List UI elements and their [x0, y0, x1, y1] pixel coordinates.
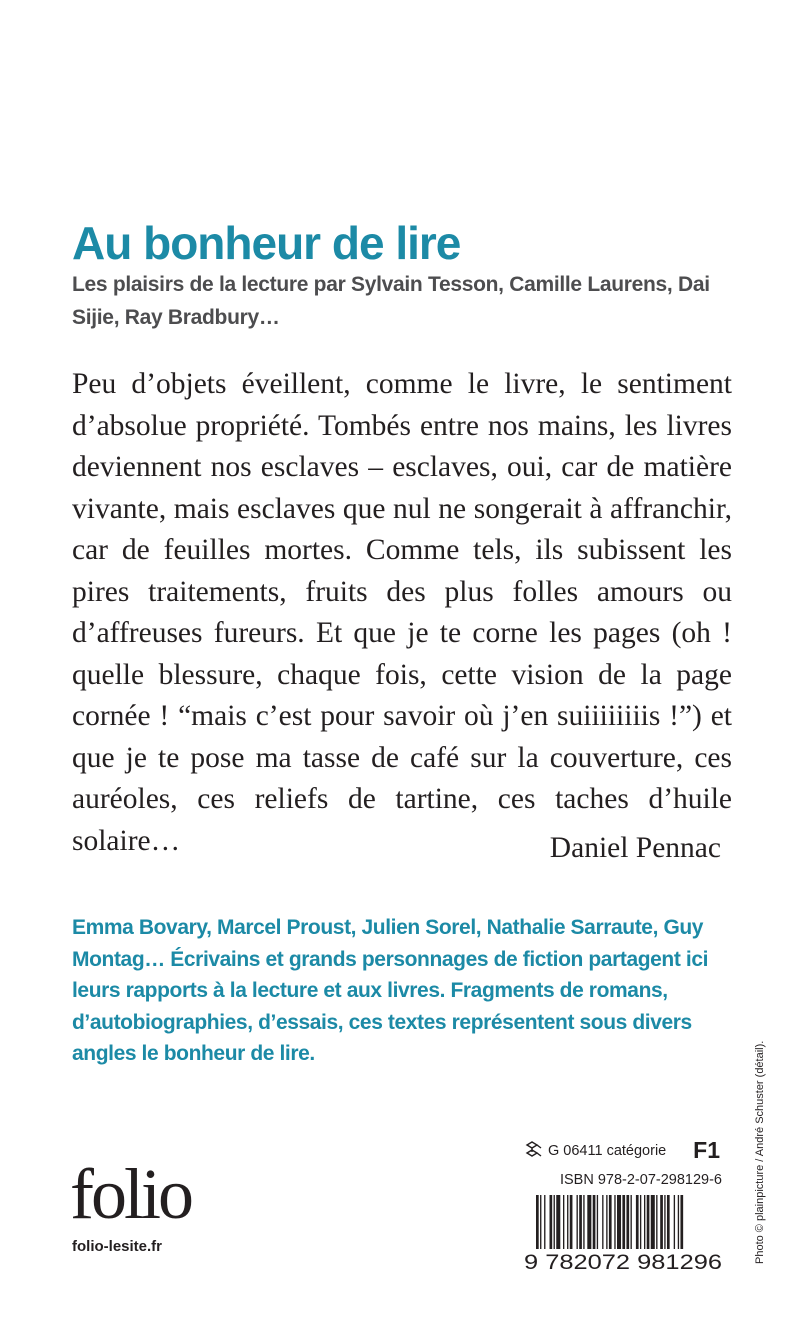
barcode-bar [602, 1195, 603, 1251]
barcode-bar [631, 1195, 632, 1251]
barcode-bar [678, 1195, 679, 1251]
isbn: ISBN 978-2-07-298129-6 [559, 1172, 722, 1188]
catalog-code-line [524, 1137, 722, 1165]
barcode-bar [617, 1195, 621, 1251]
barcode-bar [656, 1195, 657, 1251]
folio-logo: folio [70, 1154, 191, 1234]
barcode-digits: 9 782072 981296 [524, 1251, 722, 1273]
barcode [524, 1195, 722, 1273]
barcode-bar [570, 1195, 573, 1251]
book-title: Au bonheur de lire [72, 217, 461, 269]
barcode-bar [556, 1195, 560, 1251]
book-stack-icon [524, 1140, 544, 1160]
barcode-bar [614, 1195, 615, 1251]
barcode-bar [667, 1195, 670, 1251]
barcode-bar [544, 1195, 545, 1251]
catalog-code: G 06411 catégorie [548, 1143, 667, 1159]
barcode-bar [583, 1195, 584, 1251]
barcode-bar [674, 1195, 675, 1251]
barcode-bar [554, 1195, 555, 1251]
back-cover-blurb: Emma Bovary, Marcel Proust, Julien Sorel, Nathalie Sarraute, Guy Montag… Écrivains et grands personnages de fiction partagent ici leurs rapports à la lecture et aux livres. Fragments de romans, d’autobiographies, d’essais, ces textes représentent sous divers angles le bonheur de lire. [72, 916, 709, 1065]
photo-credit: Photo © plainpicture / André Schuster (détail). [754, 1040, 766, 1264]
barcode-bar [587, 1195, 591, 1251]
barcode-bar [597, 1195, 598, 1251]
barcode-bar [636, 1195, 639, 1251]
barcode-bar [606, 1195, 607, 1251]
back-cover-quote: Peu d’objets éveillent, comme le livre, le sentiment d’absolue propriété. Tombés entre nos mains, les livres deviennent nos esclaves – esclaves, oui, car de matière vivante, mais esclaves que nul ne songerait à affranchir, car de feuilles mortes. Comme tels, ils subissent les pires traitements, fruits des plus folles amours ou d’affreuses fureurs. Et que je te corne les pages (oh ! quelle blessure, chaque fois, cette vision de la page cornée ! “mais c’est pour savoir où j’en suiiiiiiiis !”) et que je te pose ma tasse de café sur la couverture, ces auréoles, ces reliefs de tartine, ces taches d’huile solaire… [72, 368, 732, 857]
barcode-bar [651, 1195, 655, 1251]
barcode-bar [550, 1195, 553, 1251]
barcode-bar [647, 1195, 650, 1251]
barcode-bar [660, 1195, 663, 1251]
price-category: F1 [693, 1137, 720, 1163]
barcode-bar [567, 1195, 568, 1251]
barcode-bar [563, 1195, 564, 1251]
barcode-bar [579, 1195, 582, 1251]
quote-author: Daniel Pennac [549, 832, 721, 864]
barcode-bar [640, 1195, 641, 1251]
barcode-bar [626, 1195, 629, 1251]
barcode-bar [593, 1195, 596, 1251]
barcode-bar [577, 1195, 578, 1251]
barcode-bar [622, 1195, 625, 1251]
book-subtitle: Les plaisirs de la lecture par Sylvain Tesson, Camille Laurens, Dai Sijie, Ray Bradbury… [72, 273, 710, 329]
publisher-website[interactable]: folio-lesite.fr [72, 1238, 163, 1255]
barcode-bar [664, 1195, 665, 1251]
barcode-bar [644, 1195, 645, 1251]
